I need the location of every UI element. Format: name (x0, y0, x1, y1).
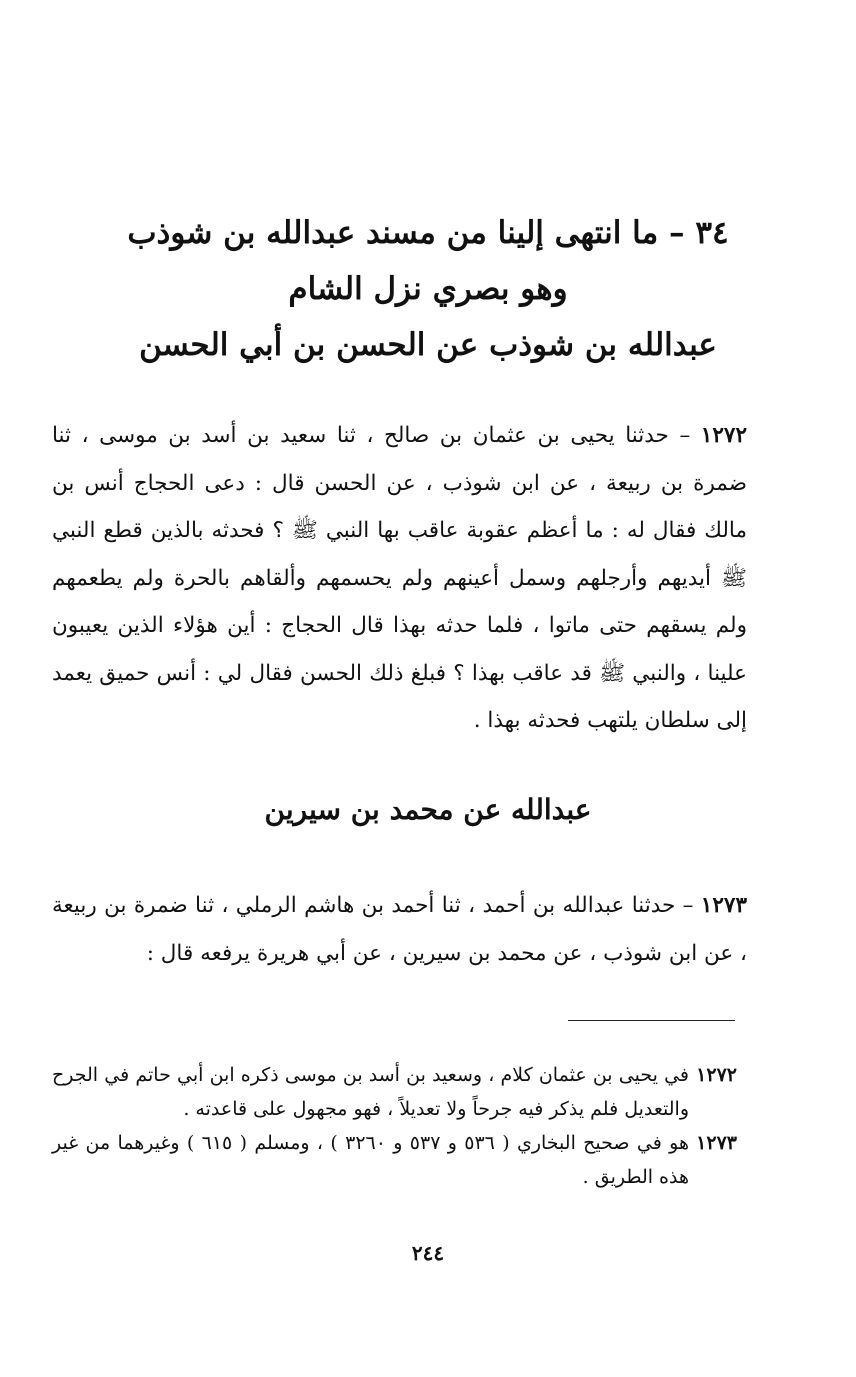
hadith-number: ١٢٧٣ (700, 893, 747, 918)
hadith-1272 (52, 412, 747, 745)
chapter-title-line-2: وهو بصري نزل الشام (288, 271, 568, 307)
footnote-text: هو في صحيح البخاري ( ٥٣٦ و ٥٣٧ و ٣٢٦٠ ) ، ومسلم ( ٦١٥ ) وغيرهما من غير هذه الطريق . (52, 1132, 689, 1188)
chapter-title (60, 205, 796, 373)
hadith-text: – حدثنا يحيى بن عثمان بن صالح ، ثنا سعيد بن أسد بن موسى ، ثنا ضمرة بن ربيعة ، عن ابن شوذب ، عن الحسن قال : دعى الحجاج أنس بن مالك فقال له : ما أعظم عقوبة عاقب بها النبي ﷺ ؟ فحدثه بالذين قطع النبي ﷺ أيديهم وأرجلهم وسمل أعينهم ولم يحسمهم وألقاهم بالحرة ولم يطعمهم ولم يسقهم حتى ماتوا ، فلما حدثه بهذا قال الحجاج : أين هؤلاء الذين يعيبون علينا ، والنبي ﷺ قد عاقب بهذا ؟ فبلغ ذلك الحسن فقال لي : أنس حميق يعمد إلى سلطان يلتهب فحدثه بهذا . (52, 423, 747, 733)
section-heading: عبدالله عن محمد بن سيرين (264, 793, 592, 826)
chapter-title-line-3: عبدالله بن شوذب عن الحسن بن أبي الحسن (139, 327, 717, 363)
footnotes (52, 1058, 737, 1194)
page-number: ٢٤٤ (411, 1241, 445, 1265)
hadith-1273 (52, 882, 747, 977)
hadith-number: ١٢٧٢ (700, 423, 747, 448)
footnote-divider (568, 1020, 735, 1021)
footnote-1272 (52, 1058, 737, 1126)
hadith-text: – حدثنا عبدالله بن أحمد ، ثنا أحمد بن هاشم الرملي ، ثنا ضمرة بن ربيعة ، عن ابن شوذب ، عن محمد بن سيرين ، عن أبي هريرة يرفعه قال : (52, 893, 747, 966)
chapter-title-line-1: ٣٤ – ما انتهى إلينا من مسند عبدالله بن شوذب (127, 215, 729, 251)
footnote-1273 (52, 1126, 737, 1194)
footnote-number: ١٢٧٢ (696, 1064, 737, 1086)
footnote-number: ١٢٧٣ (696, 1132, 737, 1154)
footnote-text: في يحيى بن عثمان كلام ، وسعيد بن أسد بن موسى ذكره ابن أبي حاتم في الجرح والتعديل فلم يذكر فيه جرحاً ولا تعديلاً ، فهو مجهول على قاعدته . (52, 1064, 689, 1120)
